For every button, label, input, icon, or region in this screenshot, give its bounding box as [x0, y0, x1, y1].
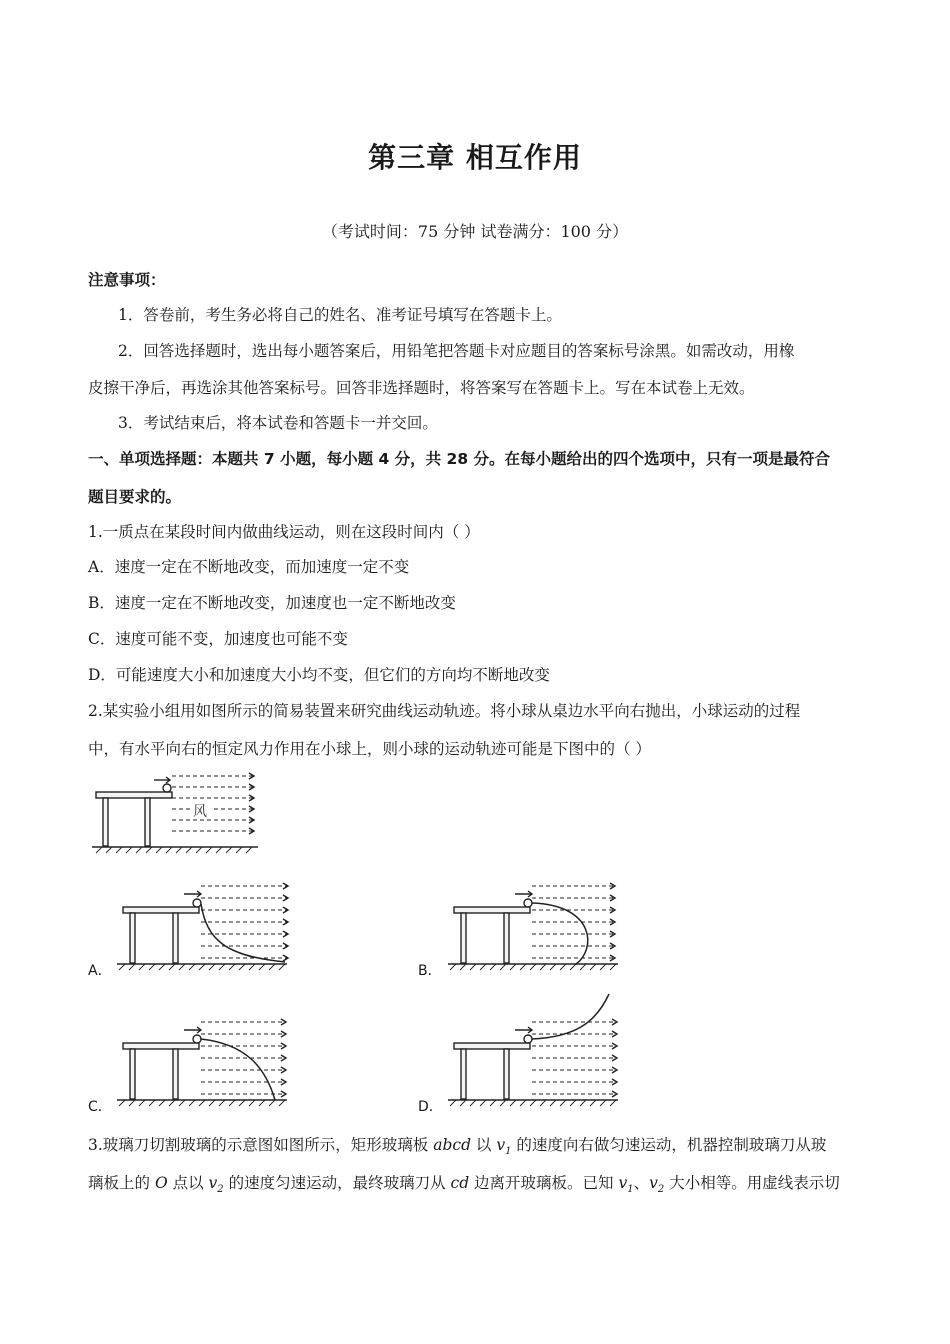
notice-item-1: 1．答卷前，考生务必将自己的姓名、准考证号填写在答题卡上。 — [118, 306, 562, 324]
question-1-option-b: B．速度一定在不断地改变，加速度也一定不断地改变 — [88, 594, 456, 612]
option-c-figure — [115, 1016, 295, 1108]
option-b-label: B． — [418, 963, 442, 979]
question-3-stem-line-2: 璃板上的 O 点以 $v_2$ 的速度匀速运动，最终玻璃刀从 cd 边离开玻璃板。已知 $v_1$、$v_2$ 大小相等。用虚线表示切 — [88, 1174, 840, 1196]
option-b-figure — [446, 880, 626, 972]
option-d-label: D． — [418, 1099, 443, 1115]
notice-item-2-line-1: 2．回答选择题时，选出每小题答案后，用铅笔把答题卡对应题目的答案标号涂黑。如需改动，用橡 — [118, 342, 795, 360]
question-1-option-d: D．可能速度大小和加速度大小均不变，但它们的方向均不断地改变 — [88, 666, 550, 684]
question-1-option-a: A．速度一定在不断地改变，而加速度一定不变 — [88, 558, 410, 576]
notice-heading: 注意事项： — [88, 271, 166, 289]
wind-label: 风 — [193, 804, 207, 820]
setup-figure — [88, 770, 268, 855]
notice-item-3: 3．考试结束后，将本试卷和答题卡一并交回。 — [118, 414, 438, 432]
question-2-stem-line-2: 中，有水平向右的恒定风力作用在小球上，则小球的运动轨迹可能是下图中的（ ） — [88, 740, 651, 758]
question-1-stem: 1.一质点在某段时间内做曲线运动，则在这段时间内（ ） — [88, 523, 480, 541]
section-heading-line-1: 一、单项选择题：本题共 7 小题，每小题 4 分，共 28 分。在每小题给出的四个选项中，只有一项是最符合 — [88, 450, 831, 468]
option-c-label: C． — [88, 1099, 112, 1115]
option-d-figure — [446, 992, 626, 1108]
question-1-option-c: C．速度可能不变，加速度也可能不变 — [88, 630, 348, 648]
option-a-figure — [115, 880, 295, 972]
exam-info: （考试时间：75 分钟 试卷满分：100 分） — [321, 222, 629, 241]
notice-item-2-line-2: 皮擦干净后，再选涂其他答案标号。回答非选择题时，将答案写在答题卡上。写在本试卷上无效。 — [88, 379, 755, 397]
question-2-stem-line-1: 2.某实验小组用如图所示的简易装置来研究曲线运动轨迹。将小球从桌边水平向右抛出，小球运动的过程 — [88, 702, 801, 720]
question-3-stem-line-1: 3.玻璃刀切割玻璃的示意图如图所示，矩形玻璃板 abcd 以 $v_1$ 的速度向右做匀速运动，机器控制玻璃刀从玻 — [88, 1136, 827, 1158]
section-heading-line-2: 题目要求的。 — [88, 488, 182, 506]
page-title: 第三章 相互作用 — [368, 141, 582, 174]
option-a-label: A． — [88, 963, 112, 979]
